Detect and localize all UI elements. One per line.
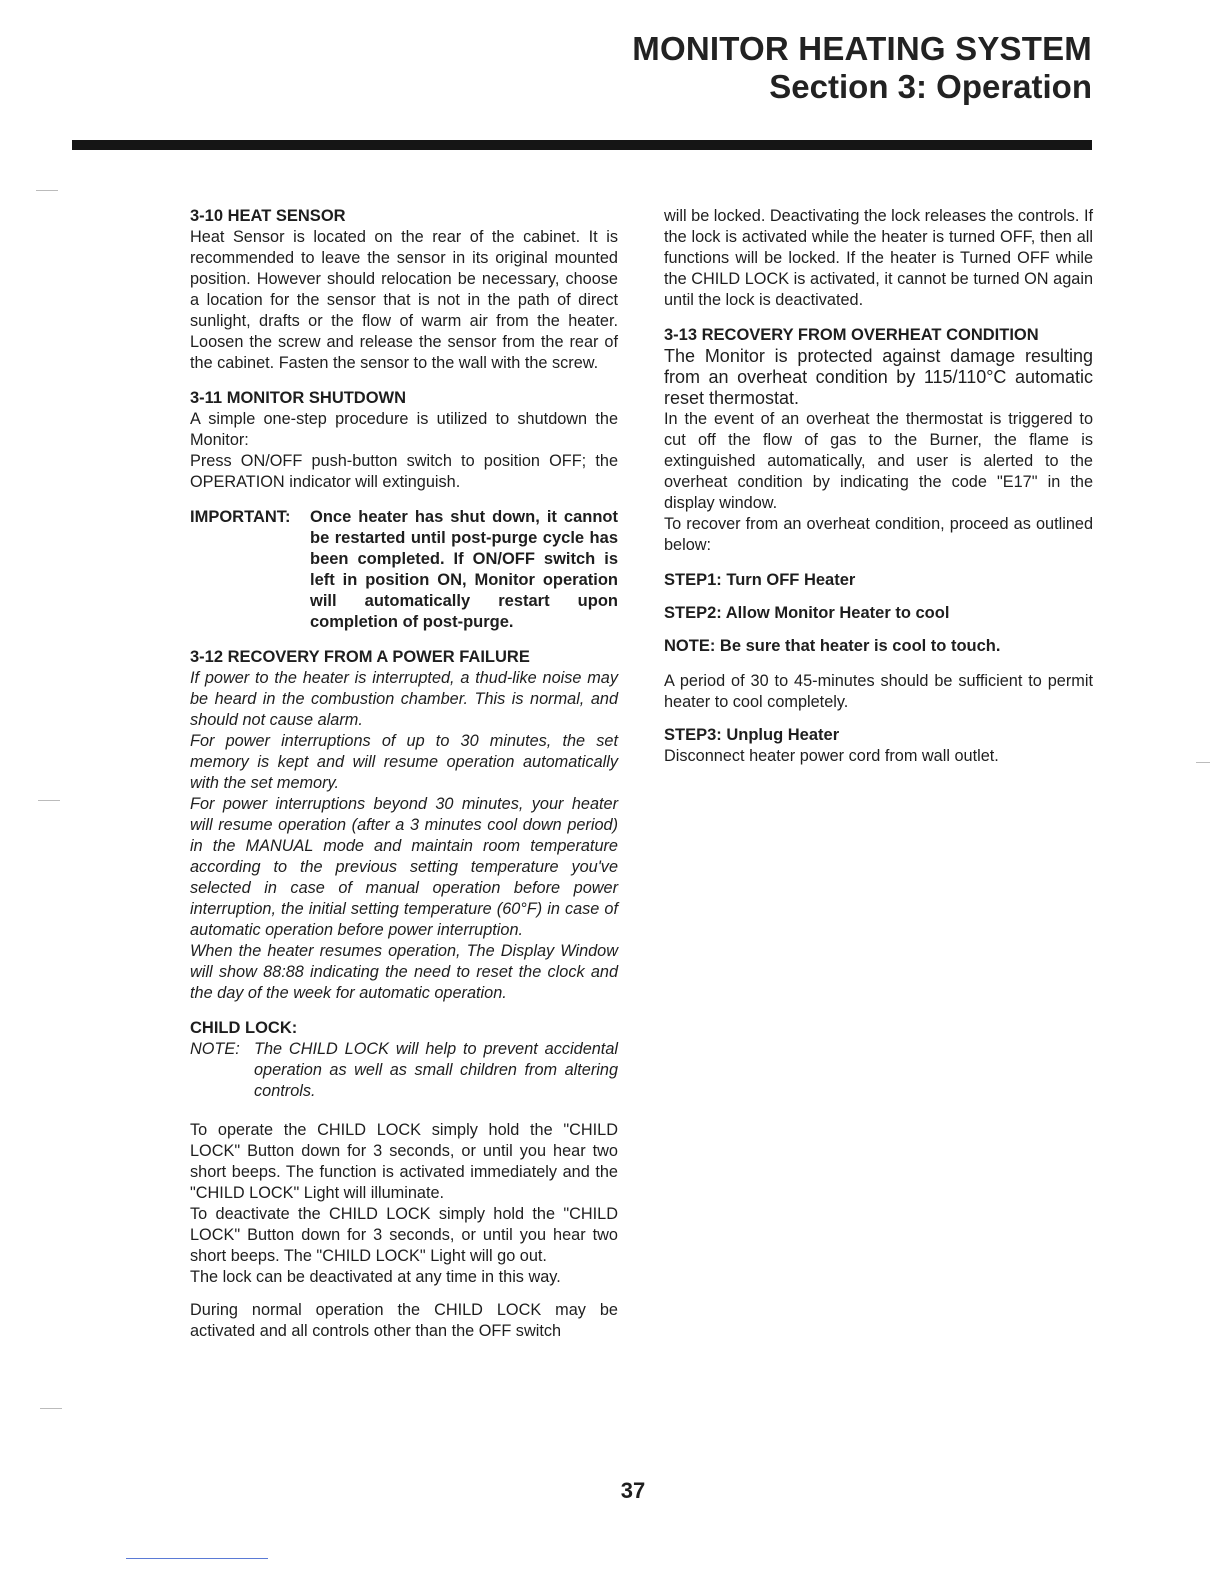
page-number: 37	[620, 1478, 646, 1503]
paragraph-overheat-protection: The Monitor is protected against damage resulting from an overheat condition by 115/110°C automatic reset thermostat.	[664, 346, 1093, 408]
paragraph-overheat-recover: To recover from an overheat condition, proceed as outlined below:	[664, 515, 1093, 554]
right-column	[664, 206, 1093, 767]
scan-margin-mark	[1196, 762, 1210, 763]
paragraph-shutdown-intro: A simple one-step procedure is utilized to shutdown the Monitor:	[190, 410, 618, 449]
paragraph-overheat-event: In the event of an overheat the thermostat is triggered to cut off the flow of gas to the Burner, the flame is extinguished automatically, and user is alerted to the overheat condition by indicating the code "E17" in the display window.	[664, 410, 1093, 512]
paragraph-unplug: Disconnect heater power cord from wall outlet.	[664, 747, 999, 765]
paragraph-power-failure-2: For power interruptions of up to 30 minutes, the set memory is kept and will resume operation automatically with the set memory.	[190, 732, 618, 792]
section-title: Section 3: Operation	[769, 68, 1092, 105]
left-column	[190, 206, 618, 1342]
important-label: IMPORTANT:	[190, 508, 291, 526]
important-text: Once heater has shut down, it cannot be restarted until post-purge cycle has been completed. If ON/OFF switch is left in position ON, Monitor operation will automatically restart upon completion of post-purge.	[310, 508, 618, 631]
paragraph-power-failure-4: When the heater resumes operation, The Display Window will show 88:88 indicating the need to reset the clock and the day of the week for automatic operation.	[190, 942, 618, 1002]
paragraph-power-failure-3: For power interruptions beyond 30 minutes, your heater will resume operation (after a 3 minutes cool down period) in the MANUAL mode and maintain room temperature according to the previous setting temperature you've selected in case of manual operation before power interruption, the initial setting temperature (60°F) in case of automatic operation before power interruption.	[190, 795, 618, 939]
important-notice	[190, 507, 618, 633]
paragraph-cool-period: A period of 30 to 45-minutes should be sufficient to permit heater to cool completely.	[664, 672, 1093, 711]
heading-3-13: 3-13 RECOVERY FROM OVERHEAT CONDITION	[664, 326, 1039, 344]
paragraph-power-failure-1: If power to the heater is interrupted, a thud-like noise may be heard in the combustion chamber. This is normal, and should not cause alarm.	[190, 669, 618, 729]
heading-child-lock: CHILD LOCK:	[190, 1019, 298, 1037]
paragraph-child-lock-normal: During normal operation the CHILD LOCK may be activated and all controls other than the OFF switch	[190, 1301, 618, 1340]
cool-note: NOTE: Be sure that heater is cool to touch.	[664, 637, 1001, 655]
scan-margin-mark	[36, 190, 58, 191]
heading-3-10: 3-10 HEAT SENSOR	[190, 207, 346, 225]
step-2: STEP2: Allow Monitor Heater to cool	[664, 604, 950, 622]
scan-margin-mark	[40, 1408, 62, 1409]
child-lock-note	[190, 1039, 618, 1102]
paragraph-shutdown-step: Press ON/OFF push-button switch to position OFF; the OPERATION indicator will extinguish.	[190, 452, 618, 491]
scan-margin-mark	[38, 800, 60, 801]
page-header	[632, 30, 1092, 106]
step-1: STEP1: Turn OFF Heater	[664, 571, 856, 589]
paragraph-child-lock-continued: will be locked. Deactivating the lock releases the controls. If the lock is activated while the heater is turned OFF, then all functions will be locked. If the heater is Turned OFF while the CHILD LOCK is activated, it cannot be turned ON again until the lock is deactivated.	[664, 207, 1093, 309]
heading-3-11: 3-11 MONITOR SHUTDOWN	[190, 389, 407, 407]
child-lock-note-text: The CHILD LOCK will help to prevent accidental operation as well as small children from altering controls.	[254, 1040, 618, 1100]
paragraph-child-lock-deactivate: To deactivate the CHILD LOCK simply hold the "CHILD LOCK" Button down for 3 seconds, or until you hear two short beeps. The "CHILD LOCK" Light will go out.	[190, 1205, 618, 1265]
paragraph-child-lock-operate: To operate the CHILD LOCK simply hold the "CHILD LOCK" Button down for 3 seconds, or until you hear two short beeps. The function is activated immediately and the "CHILD LOCK" Light will illuminate.	[190, 1121, 618, 1202]
paragraph-heat-sensor: Heat Sensor is located on the rear of the cabinet. It is recommended to leave the sensor in its original mounted position. However should relocation be necessary, choose a location for the sensor that is not in the path of direct sunlight, drafts or the flow of warm air from the heater. Loosen the screw and release the sensor from the rear of the cabinet. Fasten the sensor to the wall with the screw.	[190, 228, 618, 372]
bottom-rule	[126, 1558, 268, 1559]
paragraph-child-lock-anytime: The lock can be deactivated at any time in this way.	[190, 1268, 561, 1286]
header-rule	[72, 140, 1092, 150]
document-title: MONITOR HEATING SYSTEM	[632, 30, 1092, 67]
step-3: STEP3: Unplug Heater	[664, 726, 840, 744]
child-lock-note-label: NOTE:	[190, 1040, 240, 1058]
heading-3-12: 3-12 RECOVERY FROM A POWER FAILURE	[190, 648, 530, 666]
